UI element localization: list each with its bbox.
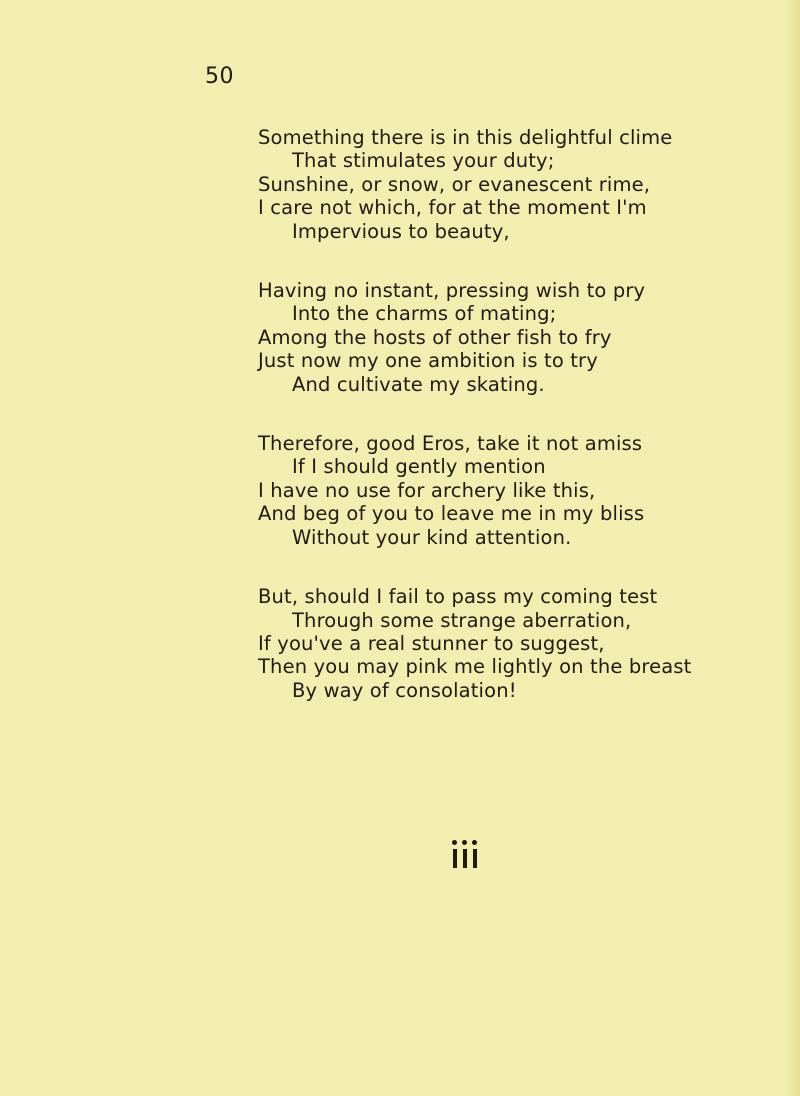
poem-line: Therefore, good Eros, take it not amiss: [258, 432, 643, 456]
page-number: 50: [205, 64, 234, 89]
poem-line: Without your kind attention.: [292, 525, 572, 549]
stanza-1: [258, 126, 788, 243]
poem: [258, 126, 788, 738]
page-edge-shadow: [786, 0, 800, 1096]
poem-line: That stimulates your duty;: [292, 149, 555, 173]
poem-line: By way of consolation!: [292, 678, 517, 702]
poem-line: Just now my one ambition is to try: [258, 349, 598, 373]
stanza-3: [258, 432, 788, 549]
poem-line: Sunshine, or snow, or evanescent rime,: [258, 172, 651, 196]
three-dots-over-bars-ornament-icon: [452, 840, 482, 868]
poem-line: I have no use for archery like this,: [258, 478, 596, 502]
stanza-4: [258, 585, 788, 702]
ornament-dot: [472, 840, 477, 845]
ornament-bar: [453, 849, 457, 868]
poem-line: Among the hosts of other fish to fry: [258, 325, 612, 349]
poem-line: If you've a real stunner to suggest,: [258, 631, 605, 655]
poem-line: Through some strange aberration,: [292, 608, 632, 632]
ornament-dot: [452, 840, 457, 845]
poem-line: Into the charms of mating;: [292, 302, 557, 326]
poem-line: And beg of you to leave me in my bliss: [258, 502, 645, 526]
ornament-dot: [462, 840, 467, 845]
poem-line: Impervious to beauty,: [292, 219, 510, 243]
poem-line: Having no instant, pressing wish to pry: [258, 279, 646, 303]
poem-line: Then you may pink me lightly on the breast: [258, 655, 692, 679]
stanza-2: [258, 279, 788, 396]
poem-line: Something there is in this delightful clime: [258, 126, 673, 149]
ornament-bar: [463, 849, 467, 868]
poem-line: But, should I fail to pass my coming test: [258, 585, 658, 609]
ornament-bar: [473, 849, 477, 868]
poem-line: I care not which, for at the moment I'm: [258, 196, 647, 220]
poem-line: If I should gently mention: [292, 455, 546, 479]
poem-line: And cultivate my skating.: [292, 372, 545, 396]
